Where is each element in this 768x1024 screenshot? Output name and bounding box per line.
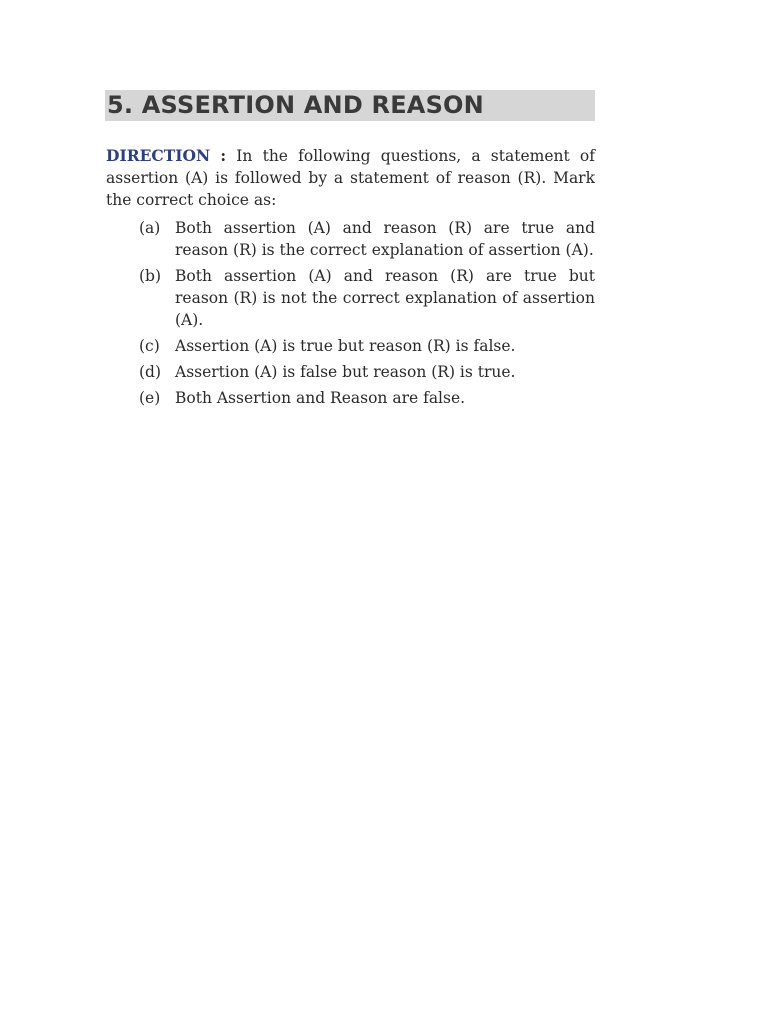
option-text: Assertion (A) is true but reason (R) is false.	[175, 337, 516, 355]
content-body	[106, 145, 595, 413]
direction-text: In the following questions, a statement of assertion (A) is followed by a statement of reason (R). Mark the correct choice as:	[106, 147, 595, 209]
section-heading: 5. ASSERTION AND REASON	[105, 90, 595, 121]
direction-paragraph	[106, 145, 595, 211]
option-d	[139, 361, 595, 383]
option-marker: (e)	[139, 389, 161, 407]
option-text: Assertion (A) is false but reason (R) is true.	[175, 363, 516, 381]
direction-colon: :	[220, 146, 227, 165]
option-b	[139, 265, 595, 331]
option-e	[139, 387, 595, 409]
option-marker: (c)	[139, 337, 160, 355]
option-text: Both assertion (A) and reason (R) are true and reason (R) is the correct explanation of assertion (A).	[175, 219, 595, 259]
option-marker: (b)	[139, 267, 162, 285]
option-a	[139, 217, 595, 261]
option-text: Both assertion (A) and reason (R) are true but reason (R) is not the correct explanation of assertion (A).	[175, 267, 595, 329]
option-c	[139, 335, 595, 357]
option-marker: (a)	[139, 219, 161, 237]
option-marker: (d)	[139, 363, 162, 381]
option-text: Both Assertion and Reason are false.	[175, 389, 466, 407]
answer-options-list	[106, 217, 595, 409]
direction-label: DIRECTION	[106, 146, 211, 165]
